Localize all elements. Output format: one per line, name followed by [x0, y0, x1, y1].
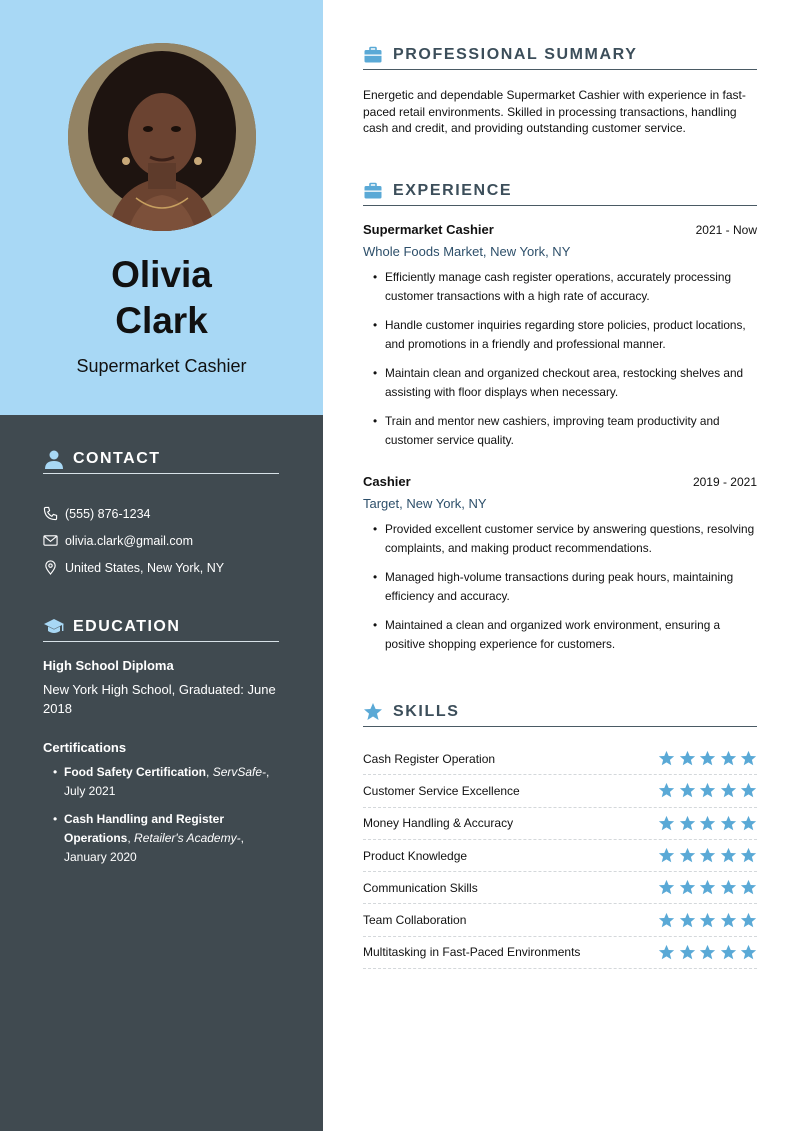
skill-name: Cash Register Operation	[363, 751, 496, 766]
job-entry	[363, 474, 757, 664]
job-dates: 2021 - Now	[695, 223, 757, 237]
job-bullet: • Maintained a clean and organized work environment, ensuring a positive shopping experience for customers.	[363, 616, 757, 654]
rating-star-icon	[658, 750, 675, 767]
rating-star-icon	[720, 750, 737, 767]
job-role: Supermarket Cashier	[76, 356, 247, 376]
rating-star-icon	[658, 847, 675, 864]
location-icon	[43, 560, 58, 575]
rating-star-icon	[679, 912, 696, 929]
contact-email-text: olivia.clark@gmail.com	[65, 533, 193, 548]
summary-section-header	[363, 40, 757, 70]
skill-name: Multitasking in Fast-Paced Environments	[363, 945, 581, 960]
rating-star-icon	[658, 815, 675, 832]
rating-star-icon	[740, 944, 757, 961]
skill-row	[363, 872, 757, 904]
rating-star-icon	[740, 879, 757, 896]
skills-title: SKILLS	[393, 702, 460, 720]
phone-icon	[43, 506, 58, 521]
summary-title: PROFESSIONAL SUMMARY	[393, 45, 638, 63]
person-icon	[43, 448, 65, 470]
rating-star-icon	[679, 847, 696, 864]
skill-row	[363, 775, 757, 807]
skill-row	[363, 937, 757, 969]
rating-star-icon	[720, 782, 737, 799]
job-bullet: • Maintain clean and organized checkout area, restocking shelves and assisting with floor displays when necessary.	[363, 364, 757, 402]
rating-star-icon	[720, 815, 737, 832]
contact-location-text: United States, New York, NY	[65, 560, 225, 575]
rating-star-icon	[699, 782, 716, 799]
rating-star-icon	[720, 879, 737, 896]
degree: High School Diploma	[43, 658, 174, 673]
skill-rating	[655, 847, 758, 864]
contact-phone-text: (555) 876-1234	[65, 506, 151, 521]
skills-section-header	[363, 697, 757, 727]
job-bullet: • Managed high-volume transactions during peak hours, maintaining efficiency and accuracy.	[363, 568, 757, 606]
contact-email[interactable]	[43, 527, 293, 554]
contact-phone[interactable]	[43, 500, 293, 527]
education-block	[43, 658, 288, 876]
job-company: Target, New York, NY	[363, 496, 487, 511]
briefcase-icon	[363, 45, 383, 65]
last-name: Clark	[115, 300, 208, 341]
rating-star-icon	[658, 944, 675, 961]
first-name: Olivia	[111, 254, 212, 295]
job-bullet: • Provided excellent customer service by answering questions, resolving complaints, and making product recommendations.	[363, 520, 757, 558]
job-bullet: • Handle customer inquiries regarding store policies, product locations, and promotions in a friendly and professional manner.	[363, 316, 757, 354]
job-dates: 2019 - 2021	[692, 475, 757, 489]
rating-star-icon	[699, 879, 716, 896]
job-title: Cashier	[363, 474, 411, 489]
certification-item: • Cash Handling and Register Operations, Retailer's Academy-, January 2020	[53, 810, 288, 867]
skill-name: Communication Skills	[363, 880, 478, 895]
rating-star-icon	[720, 912, 737, 929]
star-icon	[363, 702, 383, 722]
rating-star-icon	[740, 847, 757, 864]
education-title: EDUCATION	[73, 617, 181, 635]
rating-star-icon	[699, 847, 716, 864]
rating-star-icon	[658, 879, 675, 896]
skill-name: Customer Service Excellence	[363, 783, 520, 798]
skill-row	[363, 904, 757, 936]
rating-star-icon	[699, 912, 716, 929]
rating-star-icon	[658, 782, 675, 799]
job-bullets	[363, 268, 757, 450]
briefcase-icon	[363, 181, 383, 201]
rating-star-icon	[679, 944, 696, 961]
summary-text: Energetic and dependable Supermarket Cashier with experience in fast-paced retail environments. Skilled in processing transactions, handling cash and credit, and providing outstanding customer service.	[363, 88, 746, 135]
rating-star-icon	[740, 912, 757, 929]
rating-star-icon	[740, 782, 757, 799]
email-icon	[43, 533, 58, 548]
rating-star-icon	[658, 912, 675, 929]
rating-star-icon	[699, 815, 716, 832]
contact-location	[43, 554, 293, 581]
skill-rating	[655, 782, 758, 799]
skill-row	[363, 840, 757, 872]
sidebar	[0, 0, 323, 1131]
experience-title: EXPERIENCE	[393, 181, 513, 199]
skill-name: Money Handling & Accuracy	[363, 816, 514, 831]
job-entry	[363, 222, 757, 460]
contact-section-header	[43, 444, 279, 474]
rating-star-icon	[679, 750, 696, 767]
skill-rating	[655, 879, 758, 896]
skill-rating	[655, 750, 758, 767]
certifications-title: Certifications	[43, 740, 127, 755]
profile-header	[0, 0, 323, 415]
job-company: Whole Foods Market, New York, NY	[363, 244, 571, 259]
rating-star-icon	[740, 815, 757, 832]
profile-photo	[68, 43, 256, 231]
skill-name: Team Collaboration	[363, 913, 467, 928]
rating-star-icon	[679, 782, 696, 799]
rating-star-icon	[720, 847, 737, 864]
certification-item: • Food Safety Certification, ServSafe-, July 2021	[53, 763, 288, 801]
rating-star-icon	[699, 944, 716, 961]
job-title: Supermarket Cashier	[363, 222, 494, 237]
rating-star-icon	[679, 815, 696, 832]
skill-rating	[655, 815, 758, 832]
rating-star-icon	[720, 944, 737, 961]
skill-rating	[655, 912, 758, 929]
skill-row	[363, 743, 757, 775]
experience-section-header	[363, 176, 757, 206]
skill-rating	[655, 944, 758, 961]
portrait-image	[68, 43, 256, 231]
school: New York High School, Graduated: June 2018	[43, 682, 276, 716]
job-bullet: • Train and mentor new cashiers, improving team productivity and customer service quality.	[363, 412, 757, 450]
job-bullets	[363, 520, 757, 654]
graduation-cap-icon	[43, 616, 65, 638]
certifications-list	[43, 763, 288, 867]
rating-star-icon	[679, 879, 696, 896]
full-name	[0, 252, 323, 344]
skills-list	[363, 743, 757, 969]
skill-row	[363, 808, 757, 840]
rating-star-icon	[740, 750, 757, 767]
job-bullet: • Efficiently manage cash register operations, accurately processing customer transactions with a high rate of accuracy.	[363, 268, 757, 306]
contact-list	[43, 500, 293, 581]
rating-star-icon	[699, 750, 716, 767]
contact-title: CONTACT	[73, 449, 161, 467]
education-section-header	[43, 612, 279, 642]
skill-name: Product Knowledge	[363, 848, 468, 863]
